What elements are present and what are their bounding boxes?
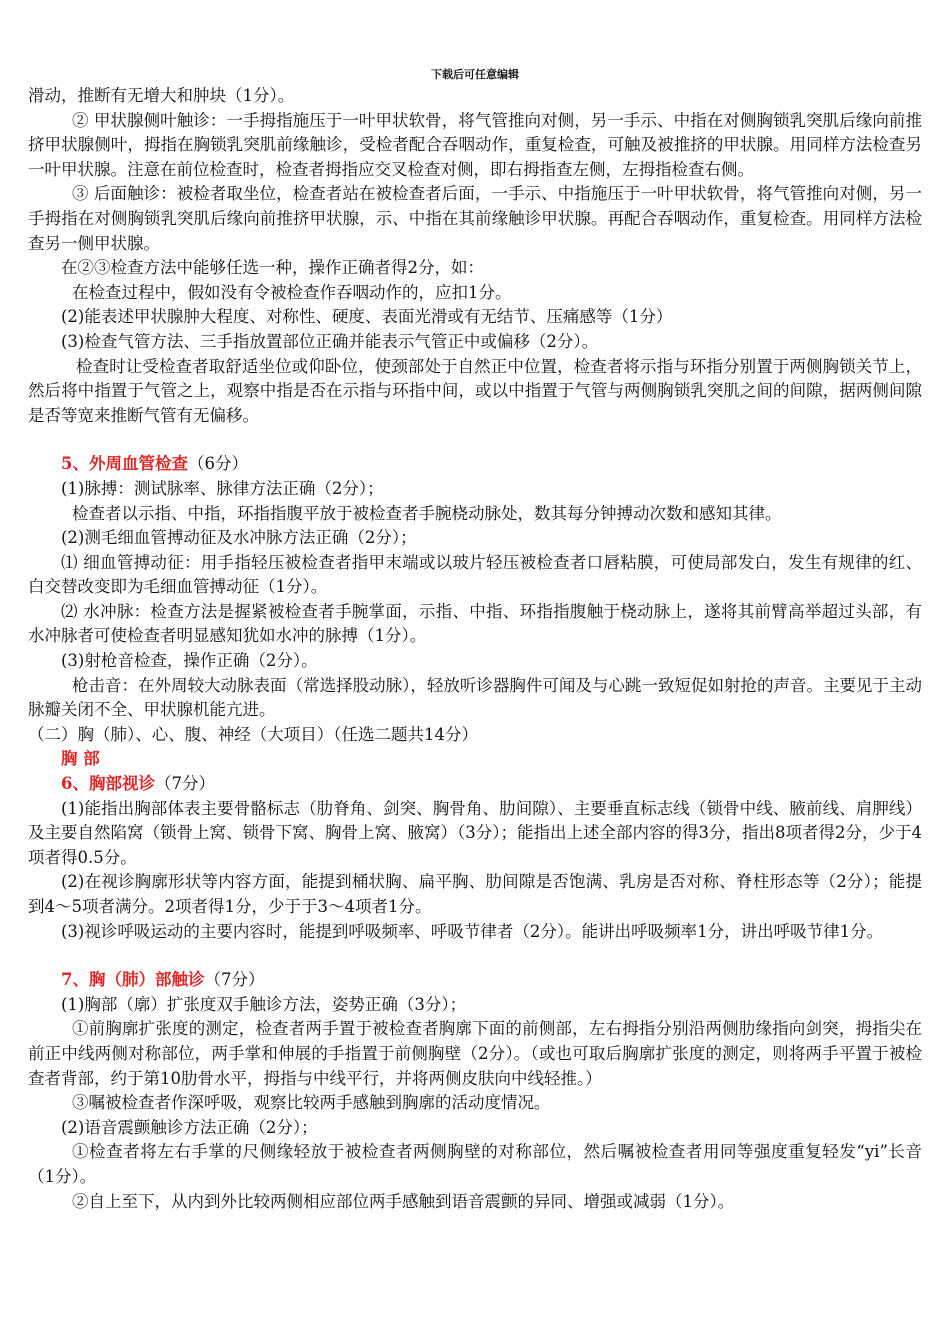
paragraph: 检查者以示指、中指，环指指腹平放于被检查者手腕桡动脉处，数其每分钟搏动次数和感知其律。 (72, 503, 782, 523)
paragraph: (2)能表述甲状腺肿大程度、对称性、硬度、表面光滑或有无结节、压痛感等（1分） (61, 307, 673, 327)
paragraph-gap (28, 944, 922, 968)
paragraph: (3)检查气管方法、三手指放置部位正确并能表示气管正中或偏移（2分）。 (61, 331, 599, 351)
paragraph-gap (28, 428, 922, 452)
paragraph: ①检查者将左右手掌的尺侧缘轻放于被检查者两侧胸壁的对称部位，然后嘱被检查者用同等强度重复轻发“yi”长音（1分）。 (28, 1142, 922, 1186)
section-heading (28, 452, 922, 477)
paragraph: （二）胸（肺）、心、腹、神经（大项目）（任选二题共14分） (28, 724, 478, 744)
paragraph: ⑴ 细血管搏动征：用手指轻压被检查者指甲末端或以玻片轻压被检查者口唇粘膜，可使局部发白，发生有规律的红、白交替改变即为毛细血管搏动征（1分）。 (28, 552, 922, 597)
paragraph: 枪击音：在外周较大动脉表面（常选择股动脉），轻放听诊器胸件可闻及与心跳一致短促如射抢的声音。主要见于主动脉瓣关闭不全、甲状腺机能亢进。 (28, 675, 922, 720)
paragraph: 滑动，推断有无增大和肿块（1分）。 (28, 86, 295, 105)
document-body (28, 84, 922, 1214)
paragraph: ①前胸廓扩张度的测定，检查者两手置于被检查者胸廓下面的前侧部，左右拇指分别沿两侧肋缘指向剑突，拇指尖在前正中线两侧对称部位，两手掌和伸展的手指置于前侧胸壁（2分）。（或也可取后胸廓扩张度的测定，则将两手平置于被检查者背部，约于第10肋骨水平，拇指与中线平行，并将两侧皮肤向中线轻推。） (28, 1019, 922, 1088)
section-heading-title: 5、外周血管检查 (61, 454, 188, 474)
section-heading-score: （7分） (204, 970, 265, 990)
paragraph: (1)脉搏：测试脉率、脉律方法正确（2分）； (61, 478, 384, 498)
paragraph: ③ 后面触诊：被检者取坐位，检查者站在被检查者后面，一手示、中指施压于一叶甲状软骨，将气管推向对侧，另一手拇指在对侧胸锁乳突肌后缘向前推挤甲状腺，示、中指在其前缘触诊甲状腺。再配合吞咽动作，重复检查。用同样方法检查另一侧甲状腺。 (28, 184, 922, 253)
paragraph: ②自上至下，从内到外比较两侧相应部位两手感触到语音震颤的异同、增强或减弱（1分）。 (72, 1191, 735, 1211)
paragraph: (2)在视诊胸廓形状等内容方面，能提到桶状胸、扁平胸、肋间隙是否饱满、乳房是否对称、脊柱形态等（2分）；能提到4～5项者满分。2项者得1分，少于于3～4项者1分。 (28, 872, 922, 916)
paragraph: (1)能指出胸部体表主要骨骼标志（肋脊角、剑突、胸骨角、肋间隙）、主要垂直标志线（锁骨中线、腋前线、肩胛线）及主要自然陷窝（锁骨上窝、锁骨下窝、胸骨上窝、腋窝）（3分）；能指出上述全部内容的得3分，指出8项者得2分，少于4项者得0.5分。 (28, 798, 922, 867)
paragraph: 检查时让受检查者取舒适坐位或仰卧位，使颈部处于自然正中位置，检查者将示指与环指分别置于两侧胸锁关节上，然后将中指置于气管之上，观察中指是否在示指与环指中间，或以中指置于气管与两侧胸锁乳突肌之间的间隙，据两侧间隙是否等宽来推断气管有无偏移。 (28, 356, 922, 425)
section-heading-score: （6分） (187, 454, 248, 474)
paragraph: ⑵ 水冲脉：检查方法是握紧被检查者手腕掌面，示指、中指、环指指腹触于桡动脉上，遂将其前臂高举超过头部，有水冲脉者可使检查者明显感知犹如水冲的脉搏（1分）。 (28, 601, 922, 646)
section-heading-score: （7分） (154, 774, 215, 794)
paragraph: ③嘱被检查者作深呼吸，观察比较两手感触到胸廓的活动度情况。 (72, 1093, 551, 1113)
section-heading (28, 968, 922, 993)
section-heading-title: 7、胸（肺）部触诊 (61, 970, 205, 990)
paragraph: 在检查过程中，假如没有令被检查作吞咽动作的，应扣1分。 (72, 282, 512, 302)
paragraph: 在②③检查方法中能够任选一种，操作正确者得2分，如： (61, 258, 484, 278)
paragraph: (2)测毛细血管搏动征及水冲脉方法正确（2分）； (61, 528, 417, 548)
paragraph: (3)视诊呼吸运动的主要内容时，能提到呼吸频率、呼吸节律者（2分）。能讲出呼吸频率1分，讲出呼吸节律1分。 (61, 921, 884, 941)
section-label: 胸 部 (61, 749, 100, 769)
page-header: 下载后可任意编辑 (431, 68, 519, 81)
section-heading (28, 772, 922, 797)
paragraph: (2)语音震颤触诊方法正确（2分）； (61, 1117, 318, 1137)
paragraph: (1)胸部（廓）扩张度双手触诊方法，姿势正确（3分）； (61, 994, 467, 1014)
paragraph: ② 甲状腺侧叶触诊：一手拇指施压于一叶甲状软骨，将气管推向对侧，另一手示、中指在对侧胸锁乳突肌后缘向前推挤甲状腺侧叶，拇指在胸锁乳突肌前缘触诊，受检者配合吞咽动作，重复检查，可触及被推挤的甲状腺。用同样方法检查另一叶甲状腺。注意在前位检查时，检查者拇指应交叉检查对侧，即右拇指查左侧，左拇指检查右侧。 (28, 110, 922, 179)
paragraph: (3)射枪音检查，操作正确（2分）。 (61, 651, 318, 671)
section-heading-title: 6、胸部视诊 (61, 774, 155, 794)
